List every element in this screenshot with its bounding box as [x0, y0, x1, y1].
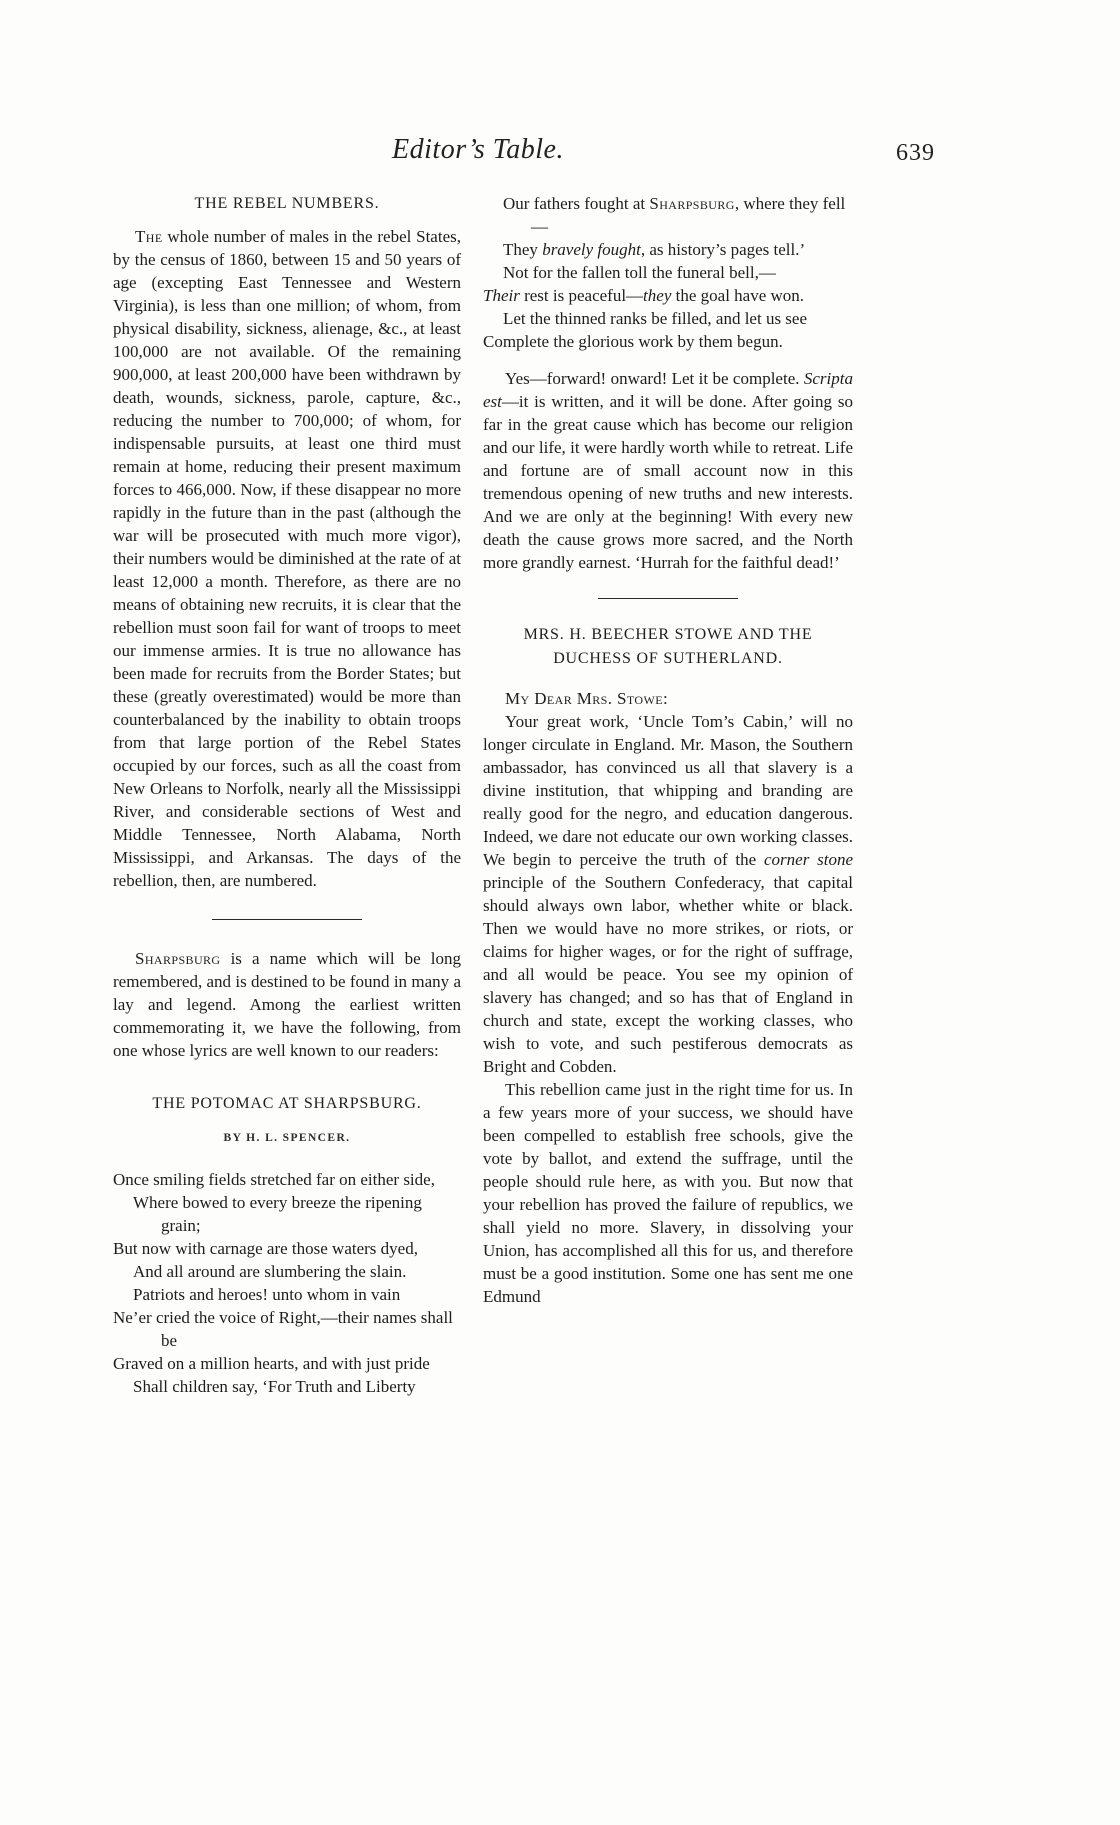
poem-line: They bravely fought, as history’s pages tell.’ [503, 240, 806, 259]
paragraph-rebel-numbers: The whole number of males in the rebel States, by the census of 1860, between 15 and 50 years of age (excepting East Tennessee and Western Virginia), is less than one million; of whom, from physical disability, sickness, alienage, &c., at least 100,000 are not available. Of the remaining 900,000, at least 200,000 have been withdrawn by death, wounds, sickness, parole, capture, &c., reducing the number to 700,000; of whom, for indispensable pursuits, at least one third must remain at home, reducing their present maximum forces to 466,000. Now, if these disappear no more rapidly in the future than in the past (although the war will be prosecuted with much more vigor), their numbers would be diminished at the rate of at least 12,000 a month. Therefore, as there are no means of obtaining new recruits, it is clear that the rebellion must soon fail for want of troops to meet our immense armies. It is true no allowance has been made for recruits from the Border States; but these (greatly overestimated) would be more than counterbalanced by the inability to obtain troops from that large portion of the Rebel States occupied by our forces, such as all the coast from New Orleans to Norfolk, nearly all the Mississippi River, and considerable sections of West and Middle Tennessee, North Alabama, North Mississippi, and Arkansas. The days of the rebellion, then, are numbered. [113, 227, 461, 890]
poem-byline: BY H. L. SPENCER. [223, 1132, 351, 1144]
poem-line: Shall children say, ‘For Truth and Liberty [133, 1377, 416, 1396]
poem-line: But now with carnage are those waters dyed, [113, 1239, 418, 1258]
paragraph-letter-1: Your great work, ‘Uncle Tom’s Cabin,’ will no longer circulate in England. Mr. Mason, the Southern ambassador, has convinced us all that slavery is a divine institution, that whipping and branding are really good for the negro, and education dangerous. Indeed, we dare not educate our own working classes. We begin to perceive the truth of the corner stone principle of the Southern Confederacy, that capital should always own labor, whether white or black. Then we would have no more strikes, or riots, or claims for higher wages, or for the right of suffrage, and all would be peace. You see my opinion of slavery has changed; and so has that of England in church and state, except the working classes, who wish to vote, and such pestiferous democrats as Bright and Cobden. [483, 712, 853, 1076]
poem-stanza-left [113, 1168, 461, 1398]
page-number: 639 [896, 140, 935, 166]
letter-salutation: My Dear Mrs. Stowe: [505, 689, 668, 708]
poem-line: Let the thinned ranks be filled, and let us see [503, 309, 808, 328]
poem-line: Graved on a million hearts, and with just pride [113, 1354, 430, 1373]
paragraph-letter-2: This rebellion came just in the right time for us. In a few years more of your success, we should have been compelled to establish free schools, give the vote by ballot, and extend the suffrage, until the people should rule here, as with you. But now that your rebellion has proved the failure of republics, we shall yield no more. Slavery, in dissolving your Union, has accomplished all this for us, and therefore must be a good institution. Some one has sent me one Edmund [483, 1080, 853, 1306]
page-header [113, 134, 843, 166]
right-column [483, 192, 853, 1398]
section-divider [212, 919, 362, 920]
poem-stanza-right [483, 192, 853, 353]
poem-line: Complete the glorious work by them begun. [483, 332, 783, 351]
poem-line: Their rest is peaceful—they the goal have won. [483, 286, 805, 305]
poem-line: Ne’er cried the voice of Right,—their names shall be [113, 1308, 453, 1350]
paragraph-sharpsburg-intro: Sharpsburg is a name which will be long remembered, and is destined to be found in many a lay and legend. Among the earliest written commemorating it, we have the following, from one whose lyrics are well known to our readers: [113, 949, 461, 1060]
text-columns [113, 192, 853, 1398]
paragraph-editorial: Yes—forward! onward! Let it be complete. Scripta est—it is written, and it will be done. After going so far in the great cause which has become our religion and our life, it were hardly worth while to retreat. Life and fortune are of small account now in this tremendous opening of new truths and new interests. And we are only at the beginning! With every new death the cause grows more sacred, and the North more grandly earnest. ‘Hurrah for the faithful dead!’ [483, 369, 853, 572]
running-title: Editor’s Table. [392, 134, 564, 165]
poem-line: Not for the fallen toll the funeral bell,— [503, 263, 776, 282]
section-title-stowe-letter: MRS. H. BEECHER STOWE AND THE DUCHESS OF SUTHERLAND. [523, 626, 813, 667]
section-title-rebel-numbers: THE REBEL NUMBERS. [194, 195, 380, 212]
poem-title: THE POTOMAC AT SHARPSBURG. [152, 1095, 422, 1112]
poem-line: Our fathers fought at Sharpsburg, where they fell— [503, 194, 846, 236]
left-column [113, 192, 461, 1398]
poem-line: And all around are slumbering the slain. [133, 1262, 407, 1281]
section-divider [598, 598, 738, 599]
poem-line: Patriots and heroes! unto whom in vain [133, 1285, 401, 1304]
poem-line: Where bowed to every breeze the ripening grain; [133, 1193, 422, 1235]
poem-line: Once smiling fields stretched far on either side, [113, 1170, 435, 1189]
